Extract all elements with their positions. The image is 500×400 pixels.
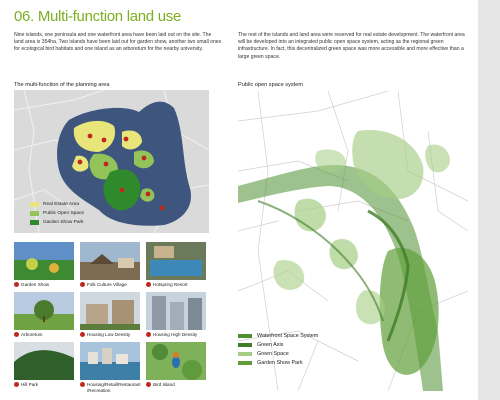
legend-swatch <box>238 352 252 356</box>
photo-label-garden-show: Garden Show <box>14 282 49 288</box>
intro-paragraph-left: Nine islands, one peninsula and one waterfront area have been laid out on the site. The land area is 354ha. Two islands have been laid out for garden show, another two small ones for ecological bird habitats and one island as an arboretum for the nearby university. <box>14 32 222 53</box>
legend-swatch <box>238 361 252 365</box>
page-title: 06. Multi-function land use <box>14 8 182 25</box>
marker-dot <box>80 282 85 287</box>
marker-dot <box>14 282 19 287</box>
page-margin-strip <box>478 0 500 400</box>
marker-dot <box>146 282 151 287</box>
photo-grid <box>14 242 210 393</box>
legend-label: Green Axis <box>257 341 284 348</box>
legend-garden-show-park <box>30 218 84 227</box>
legend-label: Garden Show Park <box>257 359 303 366</box>
photo-label-housing-low-density: Housing Low Density <box>80 332 130 338</box>
marker-dot <box>146 332 151 337</box>
legend-public-open-space <box>30 209 84 218</box>
planning-map-caption: The multi-function of the planning area <box>14 82 110 88</box>
legend-swatch <box>30 202 39 207</box>
photo-housing-low-density <box>80 292 140 330</box>
photo-garden-show <box>14 242 74 280</box>
legend-label: Green Space <box>257 350 289 357</box>
intro-paragraph-right: The rest of the islands and land area were reserved for real estate development. The waterfront area will be developed into an integrated public open space system, acting as the regional green infrastructure. In fact, this decentralized green space was more accessible and more effective than a large green space. <box>238 32 465 60</box>
photo-label-hill-park: Hill Park <box>14 382 38 388</box>
legend-garden-show-park-right <box>238 358 318 367</box>
legend-label: Real Estate Area <box>43 202 79 207</box>
legend-waterfront-space <box>238 331 318 340</box>
marker-dot <box>146 382 151 387</box>
marker-dot <box>14 382 19 387</box>
photo-housing-retail <box>80 342 140 380</box>
legend-swatch <box>30 211 39 216</box>
photo-folk-culture-village <box>80 242 140 280</box>
photo-label-bird-island: Bird Island <box>146 382 175 388</box>
legend-label: Public Open Space <box>43 211 85 216</box>
photo-hotspring-resort <box>146 242 206 280</box>
photo-label-housing-high-density: Housing High Density <box>146 332 197 338</box>
photo-housing-high-density <box>146 292 206 330</box>
legend-real-estate <box>30 200 84 209</box>
legend-swatch <box>238 343 252 347</box>
legend-green-axis <box>238 340 318 349</box>
photo-label-hotspring-resort: Hotspring Resort <box>146 282 187 288</box>
photo-label-housing-retail: Housing/Retail/Restaurant /Recreation <box>80 382 144 393</box>
marker-dot <box>80 382 85 387</box>
photo-label-folk-culture-village: Folk Culture Village <box>80 282 127 288</box>
photo-hill-park <box>14 342 74 380</box>
marker-dot <box>14 332 19 337</box>
legend-green-space <box>238 349 318 358</box>
open-space-map-caption: Public open space system <box>238 82 303 88</box>
legend-swatch <box>238 334 252 338</box>
legend-label: Garden Show Park <box>43 220 84 225</box>
marker-dot <box>80 332 85 337</box>
photo-arboretum <box>14 292 74 330</box>
photo-bird-island <box>146 342 206 380</box>
planning-map-legend <box>30 200 84 227</box>
legend-label: Waterfront Space System <box>257 332 319 339</box>
open-space-map-legend <box>238 331 318 367</box>
photo-label-arboretum: Arboretum <box>14 332 42 338</box>
legend-swatch <box>30 220 39 225</box>
